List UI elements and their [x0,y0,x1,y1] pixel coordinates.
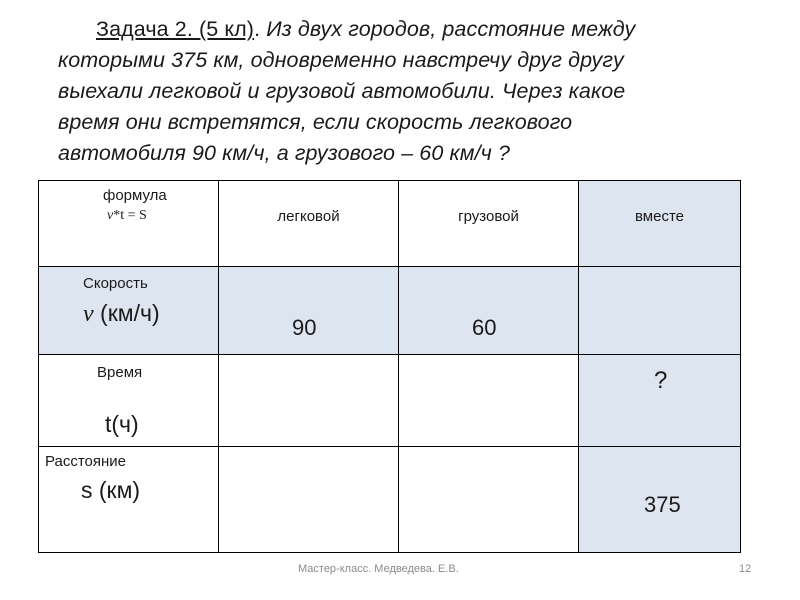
problem-line-4: время они встретятся, если скорость легкового [58,110,573,134]
table-header-row [39,181,741,267]
cell-time-together [579,355,741,447]
problem-heading: Задача 2. (5 кл) [96,17,255,41]
cell-distance-together: 375 [579,447,741,553]
table-row-speed [39,267,741,355]
problem-line-2: которыми 375 км, одновременно навстречу друг другу [58,48,624,72]
row-symbol-speed: v (км/ч) [83,300,160,327]
data-table [38,180,741,553]
row-label-time [39,355,219,447]
cell-time-car [219,355,399,447]
cell-time-truck [399,355,579,447]
footer-author: Мастер-класс. Медведева. Е.В. [298,563,459,575]
row-label-speed [39,267,219,355]
header-together: вместе [579,181,741,267]
problem-line-3: выехали легковой и грузовой автомобили. Через какое [58,79,626,103]
page-number: 12 [739,563,752,575]
cell-distance-car [219,447,399,553]
header-car: легковой [219,181,399,267]
cell-speed-together [579,267,741,355]
row-symbol-time: t(ч) [105,411,139,437]
table-row-time [39,355,741,447]
row-name-time: Время [97,364,143,381]
formula-label: формула [103,187,167,204]
header-truck: грузовой [399,181,579,267]
formula-cell [39,181,219,267]
unknown-mark: ? [654,367,668,394]
table-row-distance [39,447,741,553]
problem-line-1: Задача 2. (5 кл). Из двух городов, расстояние между [96,17,636,41]
row-symbol-distance: s (км) [81,477,141,503]
row-name-distance: Расстояние [45,453,127,470]
row-label-distance [39,447,219,553]
row-name-speed: Скорость [83,275,148,292]
formula-text: v*t = S [107,208,147,223]
cell-distance-truck [399,447,579,553]
problem-line-5: автомобиля 90 км/ч, а грузового – 60 км/ч ? [58,141,510,165]
problem-line-1-text: Из двух городов, расстояние между [266,17,636,41]
problem-text [58,14,758,169]
cell-speed-car: 90 [219,267,399,355]
cell-speed-truck: 60 [399,267,579,355]
